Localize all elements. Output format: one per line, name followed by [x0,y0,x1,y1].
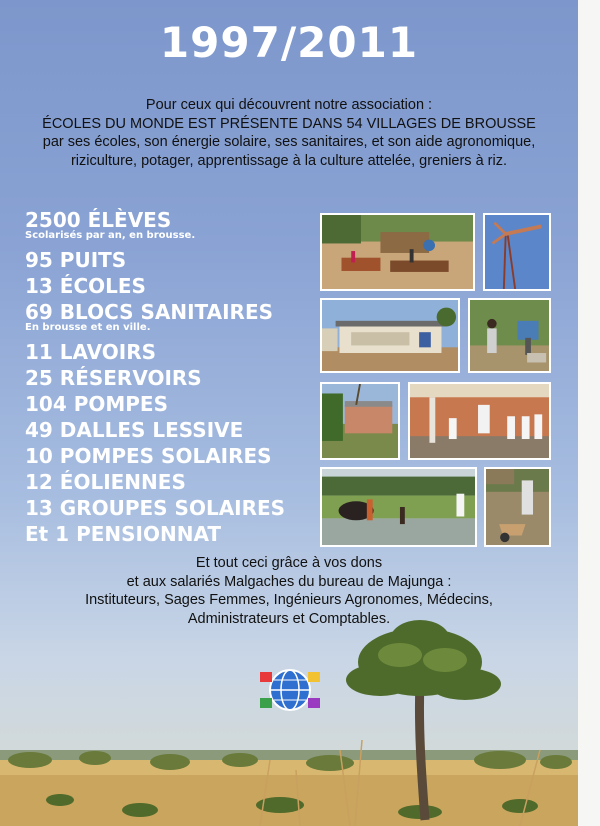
stat-item [25,522,221,546]
stat-item [25,274,146,298]
stat-item [25,444,272,468]
photo-water-pump [468,298,551,373]
photo-building [320,382,400,460]
stat-value: Et 1 PENSIONNAT [25,522,222,546]
stat-item [25,366,202,390]
stat-value: 25 RÉSERVOIRS [25,366,202,390]
stat-value: 2500 ÉLÈVES [25,208,172,232]
stat-item [25,248,126,272]
stat-item [25,392,168,416]
page-title: 1997/2011 [159,18,419,67]
thanks-line: Administrateurs et Comptables. [187,610,391,627]
thanks-line: Instituteurs, Sages Femmes, Ingénieurs Agronomes, Médecins, [85,592,493,608]
ecoles-du-monde-logo [232,638,352,738]
stat-value: 12 ÉOLIENNES [25,470,186,494]
stat-item [25,208,195,241]
stat-value: 95 PUITS [25,248,127,272]
thanks-line: et aux salariés Malgaches du bureau de Majunga : [126,573,452,590]
intro-text [0,96,578,170]
page-edge [578,0,600,826]
stat-value: 104 POMPES [25,392,168,416]
stat-value: 11 LAVOIRS [25,340,157,364]
stat-value: 69 BLOCS SANITAIRES [25,300,274,324]
stat-item [25,496,285,520]
intro-line: Pour ceux qui découvrent notre association : [145,97,433,113]
stat-note: Scolarisés par an, en brousse. [25,230,196,241]
photo-ox-plough [320,467,477,547]
intro-line: par ses écoles, son énergie solaire, ses sanitaires, et son aide agronomique, [42,134,536,150]
stat-value: 13 ÉCOLES [25,274,146,298]
photo-sanitary-block [320,298,460,373]
intro-line: ÉCOLES DU MONDE EST PRÉSENTE DANS 54 VILLAGES DE BROUSSE [42,115,536,132]
stat-item [25,418,243,442]
photo-wheelbarrow [484,467,551,547]
photo-pupils [408,382,551,460]
stat-value: 10 POMPES SOLAIRES [25,444,272,468]
photo-windmill [483,213,551,291]
stat-item [25,470,186,494]
intro-line: riziculture, potager, apprentissage à la culture attelée, greniers à riz. [70,152,508,169]
stat-value: 13 GROUPES SOLAIRES [25,496,286,520]
thanks-line: Et tout ceci grâce à vos dons [195,555,383,571]
photo-village-school [320,213,475,291]
stat-value: 49 DALLES LESSIVE [25,418,244,442]
stat-note: En brousse et en ville. [25,322,151,333]
stat-item [25,300,273,333]
stat-item [25,340,156,364]
